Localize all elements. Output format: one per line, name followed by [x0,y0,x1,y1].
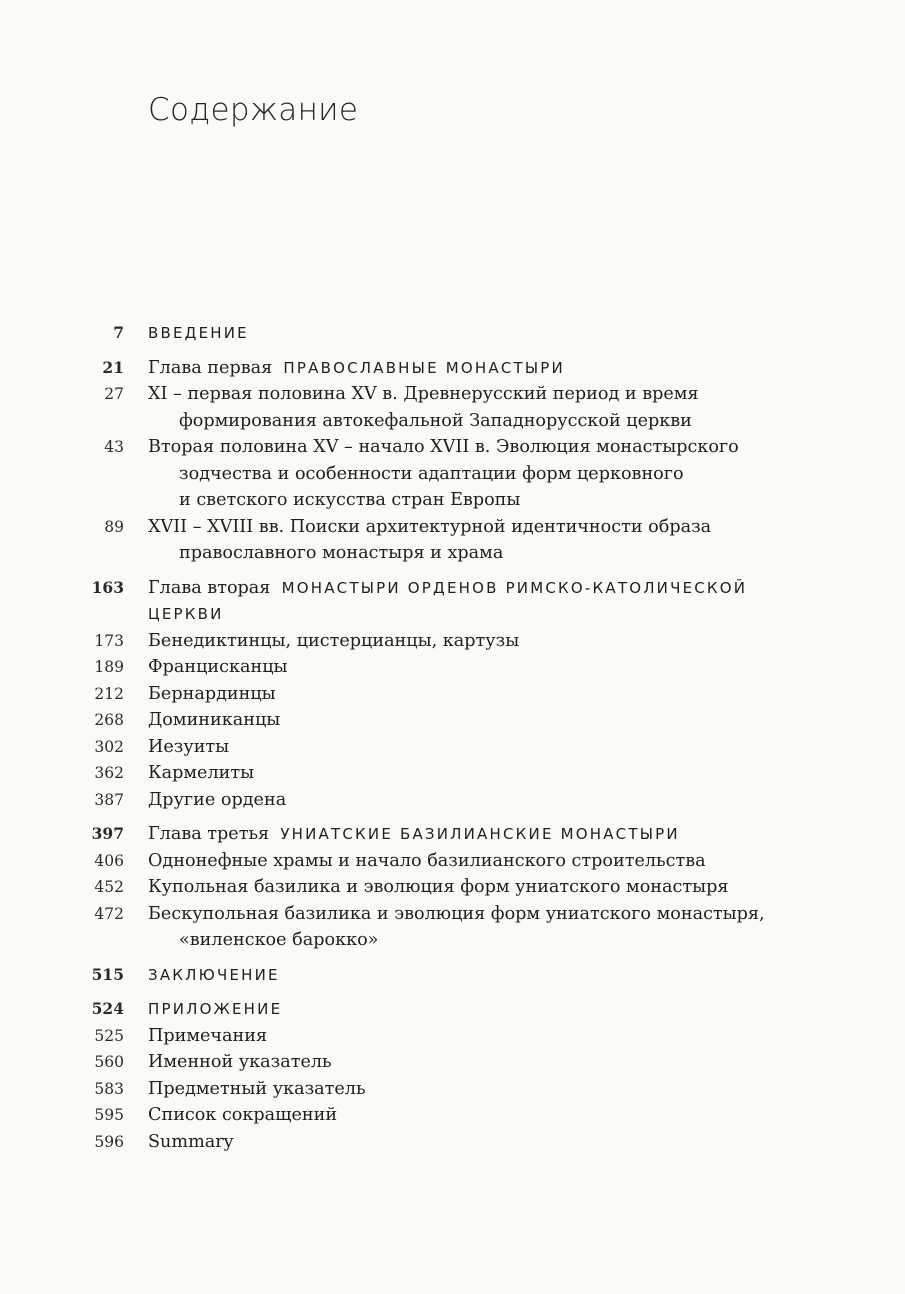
chapter-title-continued: ЦЕРКВИ [148,605,224,623]
toc-entry [0,1023,905,1050]
page-number: 89 [104,517,124,536]
page-number: 173 [94,631,124,650]
entry-line-continued: православного монастыря и храма [179,543,504,563]
entry-line: Именной указатель [148,1052,332,1072]
page-number: 524 [91,999,124,1018]
entry-line: Бенедиктинцы, цистерцианцы, картузы [148,630,520,651]
toc-entry-introduction [0,320,905,347]
toc-entry [0,707,905,734]
page-number: 596 [94,1132,124,1151]
entry-line: XVII – XVIII вв. Поиски архитектурной идентичности образа [148,516,712,537]
toc-entry-conclusion [0,962,905,989]
page-number: 406 [94,851,124,870]
entry-line: Однонефные храмы и начало базилианского строительства [148,850,706,871]
page-number: 268 [94,711,124,729]
page-number: 27 [104,385,124,403]
entry-line: Доминиканцы [148,710,281,730]
entry-line: Купольная базилика и эволюция форм униатского монастыря [148,877,729,897]
entry-line-continued: «виленское барокко» [179,930,379,950]
entry-line: Бернардинцы [148,683,276,704]
entry-line-continued: зодчества и особенности адаптации форм церковного [179,463,684,484]
page-number: 387 [94,790,124,809]
page-number: 595 [94,1106,124,1124]
toc-entry-chapter-3 [0,821,905,848]
entry-line: Примечания [148,1025,268,1046]
toc-entry-appendix [0,996,905,1023]
page-number: 525 [94,1026,124,1045]
page-number: 212 [94,684,124,703]
toc-entry [0,1049,905,1076]
entry-line: Summary [148,1131,234,1152]
chapter-label: Глава третья [148,824,270,844]
toc-entry [0,901,905,954]
page-number: 362 [94,764,124,782]
chapter-title: ПРАВОСЛАВНЫЕ МОНАСТЫРИ [283,358,565,377]
entry-line: Список сокращений [148,1105,338,1125]
entry-line: XI – первая половина XV в. Древнерусский период и время [148,384,699,404]
page-number: 515 [91,964,124,984]
chapter-label: Глава первая [148,357,273,378]
chapter-title: УНИАТСКИЕ БАЗИЛИАНСКИЕ МОНАСТЫРИ [280,825,680,843]
page-number: 189 [94,658,124,676]
entry-line: Иезуиты [148,736,230,757]
toc-entry [0,381,905,434]
table-of-contents [0,320,905,1155]
entry-line-continued: и светского искусства стран Европы [179,490,521,510]
toc-entry [0,1102,905,1129]
page-number: 7 [113,323,124,342]
entry-line: Бескупольная базилика и эволюция форм униатского монастыря, [148,903,765,924]
toc-entry [0,760,905,787]
toc-entry [0,681,905,708]
toc-entry [0,654,905,681]
toc-entry-chapter-1 [0,355,905,382]
toc-entry [0,1076,905,1103]
page-number: 21 [102,357,124,377]
entry-line: Предметный указатель [148,1078,366,1099]
page-number: 452 [94,878,124,896]
entry-line: Другие ордена [148,789,287,810]
section-heading: ЗАКЛЮЧЕНИЕ [148,965,280,984]
toc-entry-chapter-2 [0,575,905,628]
toc-entry [0,628,905,655]
page-number: 583 [94,1079,124,1098]
page-number: 472 [94,904,124,923]
toc-entry [0,874,905,901]
entry-line: Кармелиты [148,763,255,783]
toc-entry [0,787,905,814]
page-number: 163 [91,577,124,597]
toc-entry [0,514,905,567]
toc-entry [0,1129,905,1156]
page-number: 560 [94,1053,124,1071]
page-number: 302 [94,737,124,756]
section-heading: ВВЕДЕНИЕ [148,324,249,342]
toc-entry [0,848,905,875]
entry-line: Вторая половина XV – начало XVII в. Эволюция монастырского [148,437,739,457]
toc-entry [0,734,905,761]
toc-entry [0,434,905,514]
entry-line: Францисканцы [148,657,288,677]
entry-line-continued: формирования автокефальной Западнорусской церкви [179,410,692,431]
page-number: 397 [91,824,124,843]
section-heading: ПРИЛОЖЕНИЕ [148,1000,283,1018]
chapter-title: МОНАСТЫРИ ОРДЕНОВ РИМСКО-КАТОЛИЧЕСКОЙ [281,578,748,597]
page-title: Содержание [148,92,359,128]
page-number: 43 [104,438,124,456]
chapter-label: Глава вторая [148,577,271,598]
